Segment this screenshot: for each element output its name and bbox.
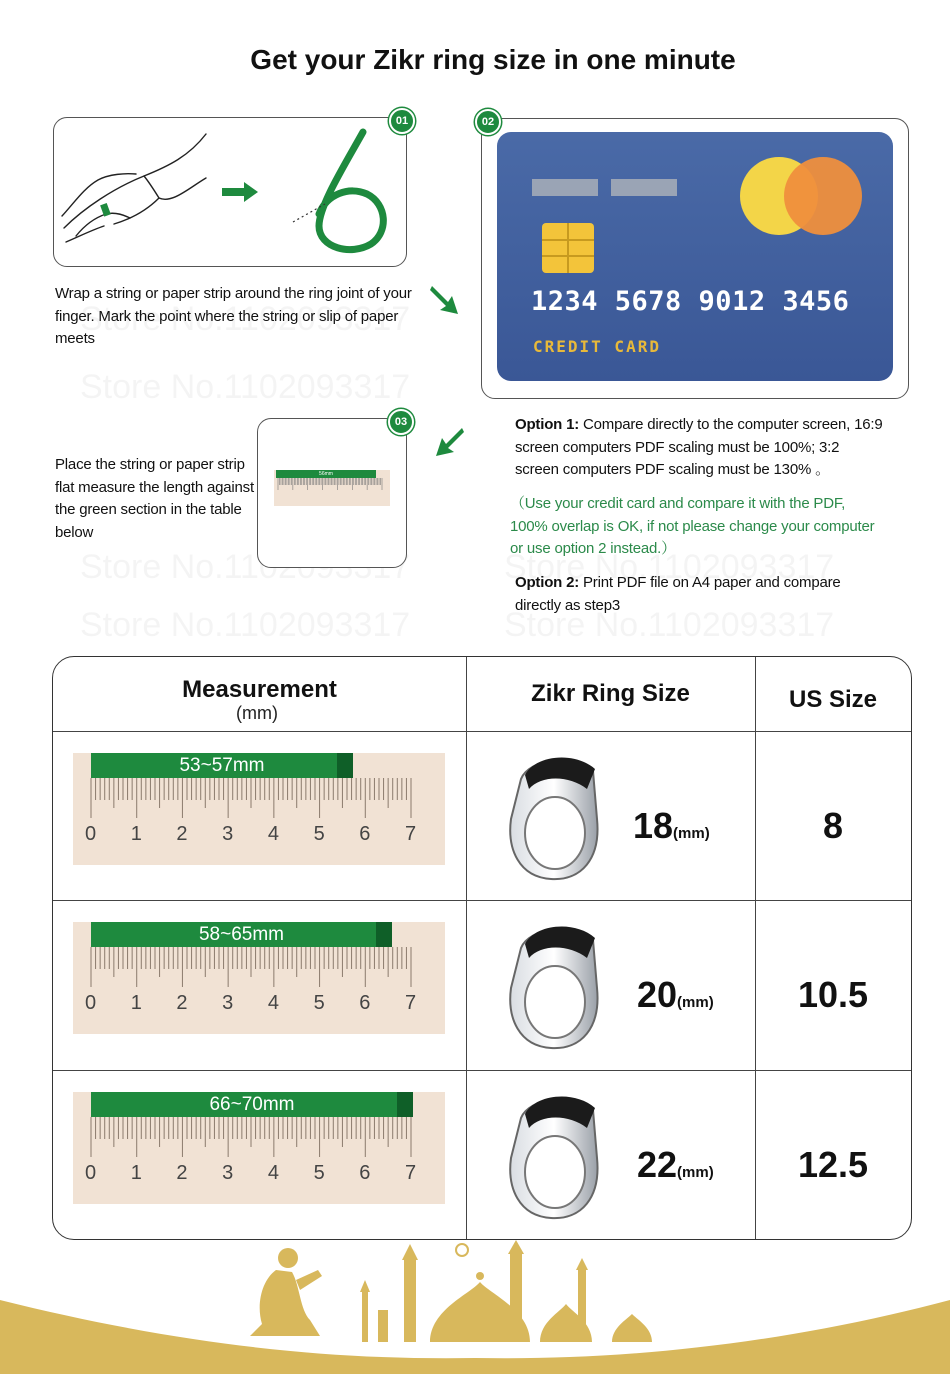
step-1-box xyxy=(53,117,407,267)
ruler-digit: 3 xyxy=(222,823,234,845)
ruler-digit: 0 xyxy=(85,1162,97,1184)
ruler-digit: 4 xyxy=(267,823,279,845)
ruler-digit: 1 xyxy=(130,823,142,845)
measurement-range-label: 66~70mm xyxy=(209,1093,295,1115)
table-divider xyxy=(466,657,467,1239)
page-title: Get your Zikr ring size in one minute xyxy=(250,44,736,75)
option-2-label: Option 2: xyxy=(515,574,580,591)
option-1-label: Option 1: xyxy=(515,416,580,433)
zikr-ring-size xyxy=(637,1144,714,1186)
arrow-down-icon xyxy=(426,422,466,462)
ruler-digit: 2 xyxy=(176,823,188,845)
measurement-range-bar xyxy=(91,753,353,778)
card-logo-circle-right xyxy=(784,157,862,235)
us-size-value: 8 xyxy=(822,805,844,846)
ruler-digit: 2 xyxy=(176,1162,188,1184)
us-size-value: 10.5 xyxy=(797,974,869,1015)
arrow-right-icon xyxy=(220,180,260,204)
card-label: CREDIT CARD xyxy=(533,337,661,356)
header-measurement-unit: (mm) xyxy=(236,703,278,723)
option-1-text xyxy=(515,414,885,482)
ruler-digit: 3 xyxy=(222,1162,234,1184)
header-us-size: US Size xyxy=(788,686,878,713)
zikr-ring-size-value: 18 xyxy=(633,805,674,846)
card-stripe xyxy=(532,179,598,196)
measurement-ruler xyxy=(73,753,445,865)
size-table xyxy=(52,656,912,1240)
watermark-text xyxy=(80,606,410,645)
ruler-digit: 4 xyxy=(267,1162,279,1184)
zikr-ring-size xyxy=(637,974,714,1016)
ruler-digit: 1 xyxy=(130,992,142,1014)
card-stripe xyxy=(611,179,677,196)
card-chip-icon xyxy=(542,223,594,273)
arrow-down-icon xyxy=(428,280,468,320)
table-divider xyxy=(53,731,911,732)
ruler-digit: 4 xyxy=(267,992,279,1014)
zikr-ring-size-value: 20 xyxy=(637,974,678,1015)
ruler-digit: 6 xyxy=(359,823,371,845)
mini-ruler xyxy=(274,470,390,506)
ruler-digit: 5 xyxy=(313,823,325,845)
option-2-text xyxy=(515,572,885,617)
header-measurement: Measurement xyxy=(182,676,337,703)
zikr-ring-size-unit: (mm) xyxy=(677,994,714,1011)
option-1-body: Compare directly to the computer screen, 16:9 screen computers PDF scaling must be 100%; 3:2 screen computers PDF scaling must be 130% 。 xyxy=(515,416,883,478)
us-size-value: 12.5 xyxy=(797,1144,869,1185)
step-3-box xyxy=(257,418,407,568)
credit-card-icon xyxy=(497,132,893,381)
step-1-text: Wrap a string or paper strip around the ring joint of your finger. Mark the point where the string or slip of paper meets xyxy=(55,285,412,347)
ruler-digit: 2 xyxy=(176,992,188,1014)
measurement-range-bar xyxy=(91,922,392,947)
ring-icon xyxy=(501,749,611,889)
ruler-digit: 3 xyxy=(222,992,234,1014)
measurement-ruler xyxy=(73,1092,445,1204)
ruler-ticks xyxy=(73,947,445,997)
step-2-badge: 02 xyxy=(475,109,501,135)
zikr-ring-size xyxy=(633,805,710,847)
step-3-badge: 03 xyxy=(388,409,414,435)
header-zikr-size: Zikr Ring Size xyxy=(531,680,690,707)
measurement-range-bar xyxy=(91,1092,413,1117)
zikr-ring-size-value: 22 xyxy=(637,1144,678,1185)
table-divider xyxy=(53,1070,911,1071)
table-divider xyxy=(53,900,911,901)
ruler-digit: 7 xyxy=(405,992,417,1014)
ruler-digit: 0 xyxy=(85,992,97,1014)
watermark-text xyxy=(80,368,410,407)
mini-ruler-bar: 56mm xyxy=(276,470,376,478)
measurement-ruler xyxy=(73,922,445,1034)
step-1-badge: 01 xyxy=(389,108,415,134)
mosque-silhouette-icon xyxy=(0,1240,950,1374)
measurement-range-label: 58~65mm xyxy=(198,923,285,945)
ruler-digit: 1 xyxy=(130,1162,142,1184)
card-number: 1234 5678 9012 3456 xyxy=(531,286,850,317)
ruler-ticks xyxy=(73,1117,445,1167)
ruler-digit: 0 xyxy=(85,823,97,845)
step-3-text: Place the string or paper strip flat measure the length against the green section in the table below xyxy=(55,456,254,541)
mini-ruler-ticks xyxy=(274,478,390,506)
option-note: （Use your credit card and compare it with the PDF, 100% overlap is OK, if not please change your computer or use option 2 instead.） xyxy=(510,495,875,557)
ring-icon xyxy=(501,918,611,1058)
ruler-digit: 7 xyxy=(405,823,417,845)
ruler-ticks xyxy=(73,778,445,828)
ruler-digit: 6 xyxy=(359,1162,371,1184)
ruler-digit: 5 xyxy=(313,992,325,1014)
ruler-digit: 7 xyxy=(405,1162,417,1184)
zikr-ring-size-unit: (mm) xyxy=(677,1164,714,1181)
ruler-digit: 6 xyxy=(359,992,371,1014)
zikr-ring-size-unit: (mm) xyxy=(673,825,710,842)
measurement-range-label: 53~57mm xyxy=(179,754,265,776)
ruler-digit: 5 xyxy=(313,1162,325,1184)
ring-icon xyxy=(501,1088,611,1228)
string-loop-icon xyxy=(289,126,399,261)
option-2-body: Print PDF file on A4 paper and compare directly as step3 xyxy=(515,574,841,614)
